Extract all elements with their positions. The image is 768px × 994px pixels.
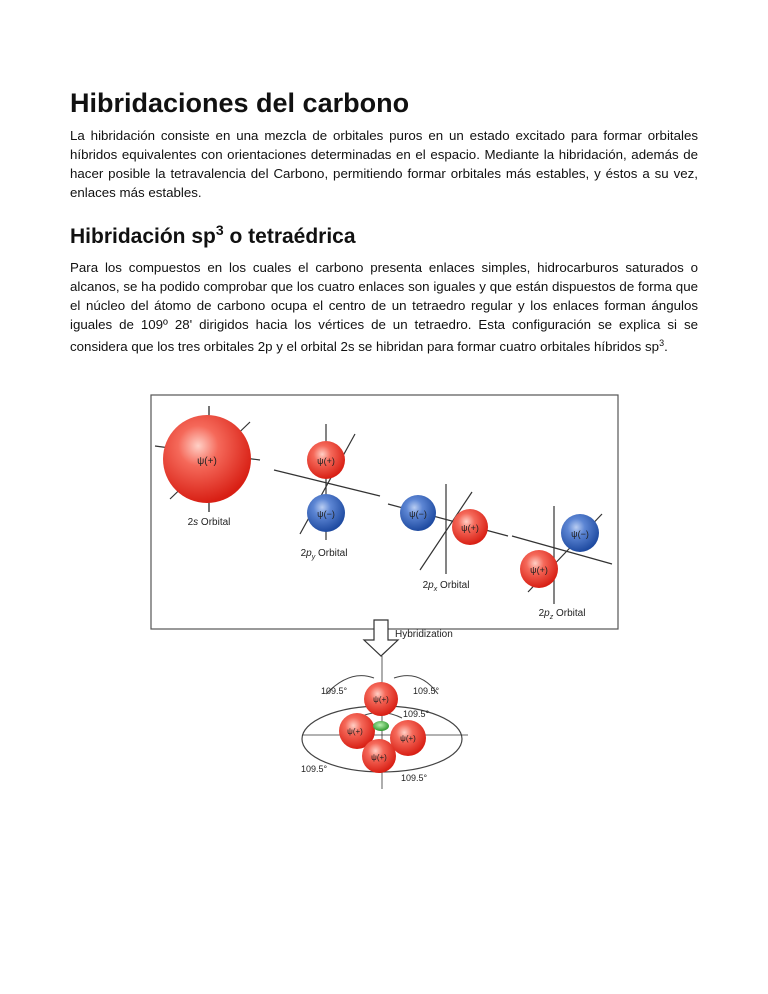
section-heading-suffix: o tetraédrica [223,225,356,248]
section-heading-sup: 3 [215,222,224,238]
hybridization-label: Hybridization [395,629,453,640]
psi-plus-2py: ψ(+) [317,456,335,466]
psi-plus-top: ψ(+) [373,695,389,704]
psi-minus-2pz: ψ(−) [571,529,589,539]
hybridization-figure [150,394,620,794]
psi-plus-2pz: ψ(+) [530,565,548,575]
angle-label-top-right: 109.5° [413,686,440,696]
psi-minus-2py: ψ(−) [317,509,335,519]
sp3-hybrid [301,656,468,789]
angle-label-bottom-left: 109.5° [301,764,328,774]
psi-minus-2px: ψ(−) [409,509,427,519]
sp3-body: Para los compuestos en los cuales el carbono presenta enlaces simples, hidrocarburos saturados o alcanos, se ha podido comprobar que los cuatro enlaces son iguales y que están dispuestos de forma que el núcleo del átomo de carbono ocupa el centro de un tetraedro regular y los enlaces forman ángulos iguales de 109º 28' dirigidos hacia los vértices de un tetraedro. Esta configuración se explica si se considera que los tres orbitales 2p y el orbital 2s se hibridan para formar cuatro orbitales híbridos sp [70,260,698,354]
psi-plus-2px: ψ(+) [461,523,479,533]
sp3-body-sup: 3 [659,338,665,348]
label-2pz: $2p_z$ Orbital [538,608,586,621]
angle-label-bottom-right: 109.5° [401,773,428,783]
psi-plus-2s: ψ(+) [197,456,217,467]
orbital-diagram [150,394,620,794]
label-2px: $2p_x$ Orbital [422,580,470,593]
sp3-body-end: . [664,339,668,354]
carbon-nucleus [373,721,389,731]
angle-label-top-left: 109.5° [321,686,348,696]
psi-plus-bottom: ψ(+) [371,753,387,762]
angle-label-center: 109.5° [403,709,430,719]
label-2s: 2s Orbital [187,517,231,528]
section-heading [70,222,356,249]
section-heading-prefix: Hibridación sp [70,225,216,248]
label-2py: $2p_y$ Orbital [300,548,348,561]
sp3-paragraph [70,258,698,356]
psi-plus-left: ψ(+) [347,727,363,736]
intro-paragraph: La hibridación consiste en una mezcla de orbitales puros en un estado excitado para formar orbitales híbridos equivalentes con orientaciones determinadas en el espacio. Mediante la hibridación, además de hacer posible la tetravalencia del Carbono, permitiendo formar orbitales más estables, y éstos a su vez, enlaces más estables. [70,128,698,200]
page-title: Hibridaciones del carbono [70,88,410,118]
psi-plus-right: ψ(+) [400,734,416,743]
